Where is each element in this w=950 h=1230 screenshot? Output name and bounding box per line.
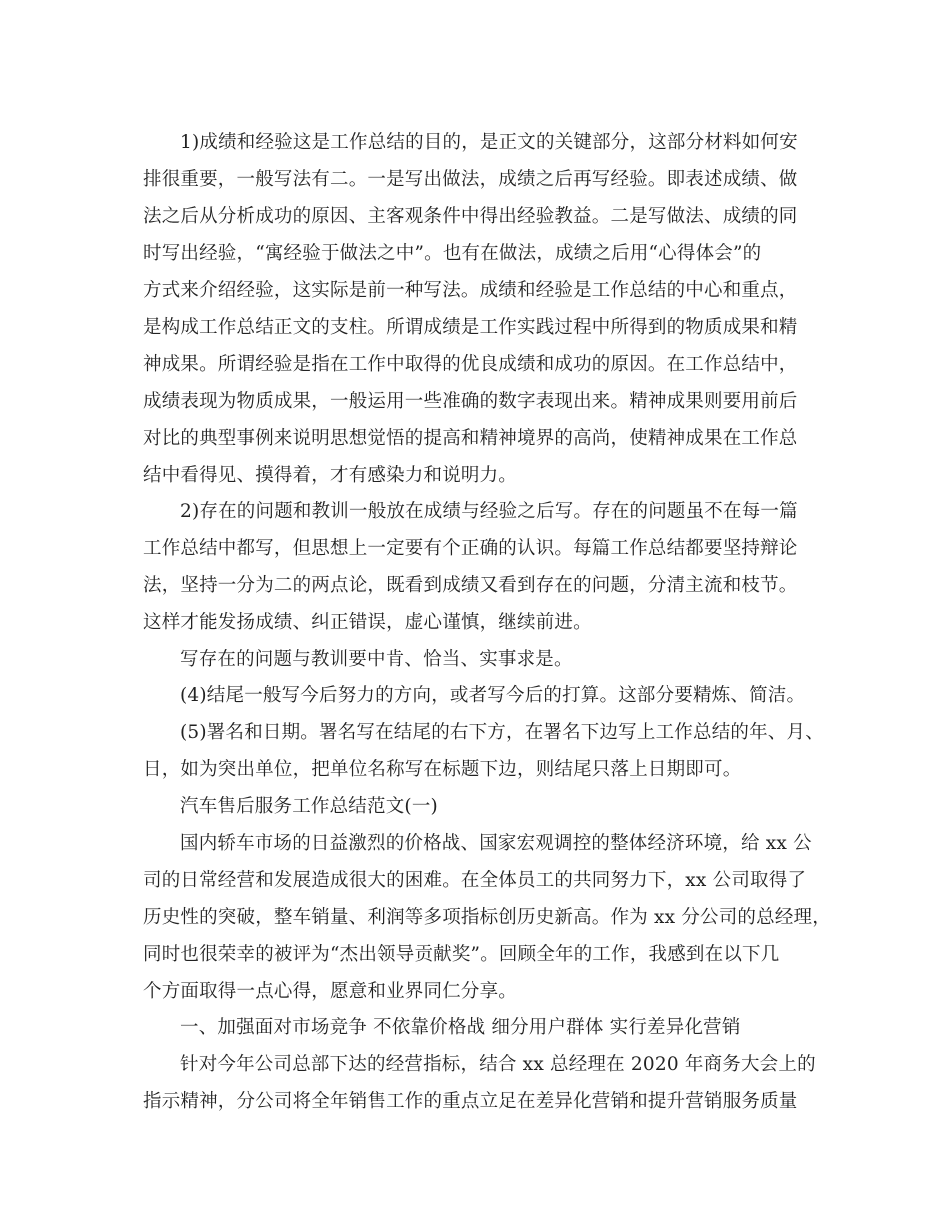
section-heading: 一、加强面对市场竞争 不依靠价格战 细分用户群体 实行差异化营销 xyxy=(180,1017,741,1038)
paragraph-line: 工作总结中都写，但思想上一定要有个正确的认识。每篇工作总结都要坚持辩论 xyxy=(143,538,798,559)
paragraph-line: 成绩表现为物质成果，一般运用一些准确的数字表现出来。精神成果则要用前后 xyxy=(143,391,798,412)
paragraph-line: 写存在的问题与教训要中肯、恰当、实事求是。 xyxy=(180,649,573,670)
paragraph-line: 法，坚持一分为二的两点论，既看到成绩又看到存在的问题，分清主流和枝节。 xyxy=(143,575,798,596)
paragraph-line: 针对今年公司总部下达的经营指标，结合 xx 总经理在 2020 年商务大会上的 xyxy=(180,1054,816,1075)
paragraph-line: 个方面取得一点心得，愿意和业界同仁分享。 xyxy=(143,981,518,1002)
paragraph-line: (4)结尾一般写今后努力的方向，或者写今后的打算。这部分要精炼、简洁。 xyxy=(180,685,806,706)
paragraph-line: 国内轿车市场的日益激烈的价格战、国家宏观调控的整体经济环境，给 xx 公 xyxy=(180,833,812,854)
paragraph-line: 结中看得见、摸得着，才有感染力和说明力。 xyxy=(143,465,518,486)
paragraph-line: 同时也很荣幸的被评为“杰出领导贡献奖”。回顾全年的工作，我感到在以下几 xyxy=(143,944,780,965)
paragraph-line: 法之后从分析成功的原因、主客观条件中得出经验教益。二是写做法、成绩的同 xyxy=(143,206,798,227)
paragraph-line: 对比的典型事例来说明思想觉悟的提高和精神境界的高尚，使精神成果在工作总 xyxy=(143,428,798,449)
paragraph-line: 指示精神，分公司将全年销售工作的重点立足在差异化营销和提升营销服务质量 xyxy=(143,1091,798,1112)
paragraph-line: 司的日常经营和发展造成很大的困难。在全体员工的共同努力下，xx 公司取得了 xyxy=(143,870,807,891)
paragraph-line: 方式来介绍经验，这实际是前一种写法。成绩和经验是工作总结的中心和重点， xyxy=(143,280,798,301)
paragraph-line: 是构成工作总结正文的支柱。所谓成绩是工作实践过程中所得到的物质成果和精 xyxy=(143,317,798,338)
paragraph-line: 这样才能发扬成绩、纠正错误，虚心谨慎，继续前进。 xyxy=(143,612,592,633)
paragraph-line: 神成果。所谓经验是指在工作中取得的优良成绩和成功的原因。在工作总结中， xyxy=(143,354,798,375)
paragraph-line: 时写出经验，“寓经验于做法之中”。也有在做法，成绩之后用“心得体会”的 xyxy=(143,243,762,264)
paragraph-line: 1)成绩和经验这是工作总结的目的，是正文的关键部分，这部分材料如何安 xyxy=(180,132,798,153)
paragraph-line: 历史性的突破，整车销量、利润等多项指标创历史新高。作为 xx 分公司的总经理， xyxy=(143,907,831,928)
paragraph-line: 日，如为突出单位，把单位名称写在标题下边，则结尾只落上日期即可。 xyxy=(143,759,742,780)
paragraph-line: 排很重要，一般写法有二。一是写出做法，成绩之后再写经验。即表述成绩、做 xyxy=(143,169,798,190)
section-heading: 汽车售后服务工作总结范文(一) xyxy=(180,796,438,817)
paragraph-line: (5)署名和日期。署名写在结尾的右下方，在署名下边写上工作总结的年、月、 xyxy=(180,722,824,743)
paragraph-line: 2)存在的问题和教训一般放在成绩与经验之后写。存在的问题虽不在每一篇 xyxy=(180,501,798,522)
